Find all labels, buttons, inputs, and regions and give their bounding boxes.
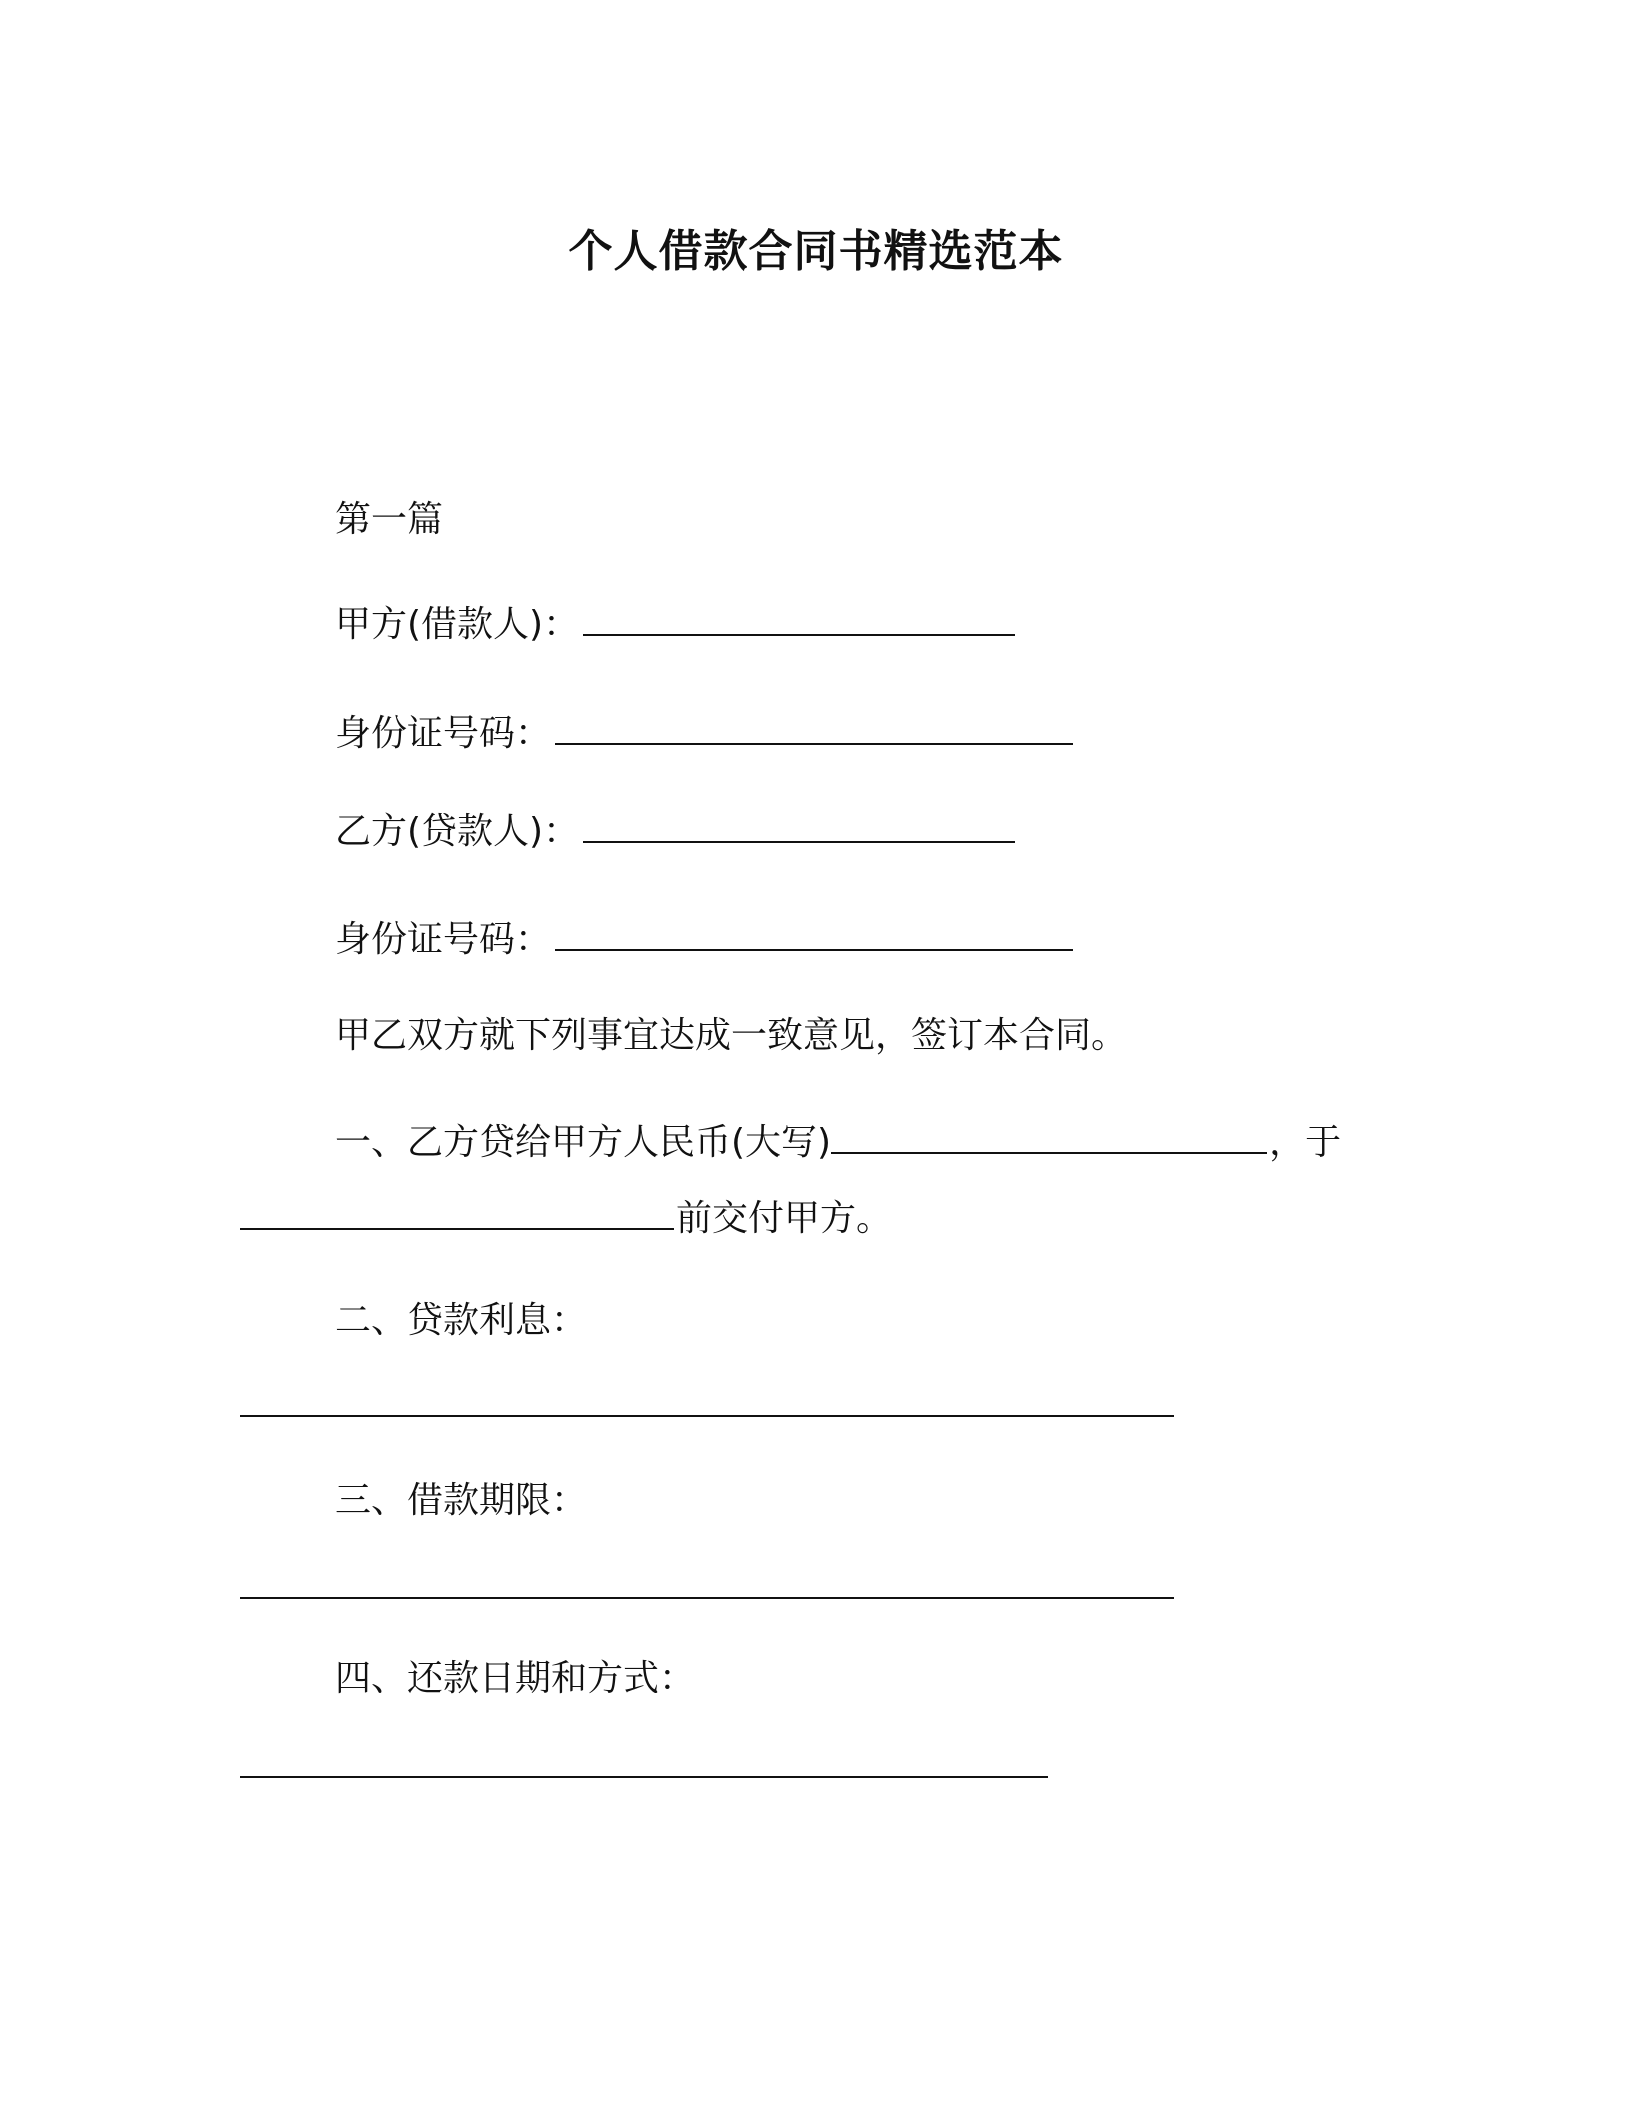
interest-blank-line bbox=[240, 1381, 1176, 1430]
party-b-label: 乙方(贷款人)： bbox=[335, 811, 580, 852]
id-number-label-1: 身份证号码： bbox=[335, 713, 552, 754]
clause-1-line-1 bbox=[335, 1118, 1341, 1167]
interest-blank bbox=[240, 1381, 1174, 1417]
agreement-statement: 甲乙双方就下列事宜达成一致意见，签订本合同。 bbox=[335, 1015, 1128, 1056]
party-a-line bbox=[335, 600, 1017, 649]
party-b-blank bbox=[583, 807, 1015, 843]
term-blank bbox=[240, 1563, 1174, 1599]
clause-4-heading: 四、还款日期和方式： bbox=[335, 1658, 696, 1699]
party-b-line bbox=[335, 807, 1017, 856]
clause-1-line-2 bbox=[240, 1194, 892, 1243]
delivery-date-blank bbox=[240, 1194, 674, 1230]
repayment-blank-line bbox=[240, 1742, 1050, 1791]
id-number-line-1 bbox=[335, 709, 1075, 758]
clause-1-mid: ，于 bbox=[1269, 1122, 1342, 1163]
term-blank-line bbox=[240, 1563, 1176, 1612]
id-number-blank-2 bbox=[555, 915, 1073, 951]
id-number-blank-1 bbox=[555, 709, 1073, 745]
clause-3-heading: 三、借款期限： bbox=[335, 1480, 588, 1521]
section-heading: 第一篇 bbox=[335, 499, 444, 540]
id-number-line-2 bbox=[335, 915, 1075, 964]
clause-1-prefix: 一、乙方贷给甲方人民币(大写) bbox=[335, 1122, 832, 1163]
party-a-label: 甲方(借款人)： bbox=[335, 604, 580, 645]
id-number-label-2: 身份证号码： bbox=[335, 919, 552, 960]
clause-2-heading: 二、贷款利息： bbox=[335, 1300, 588, 1341]
repayment-blank bbox=[240, 1742, 1048, 1778]
party-a-blank bbox=[583, 600, 1015, 636]
document-title: 个人借款合同书精选范本 bbox=[568, 226, 1064, 277]
clause-1-suffix: 前交付甲方。 bbox=[676, 1198, 893, 1239]
loan-amount-blank bbox=[831, 1118, 1267, 1154]
